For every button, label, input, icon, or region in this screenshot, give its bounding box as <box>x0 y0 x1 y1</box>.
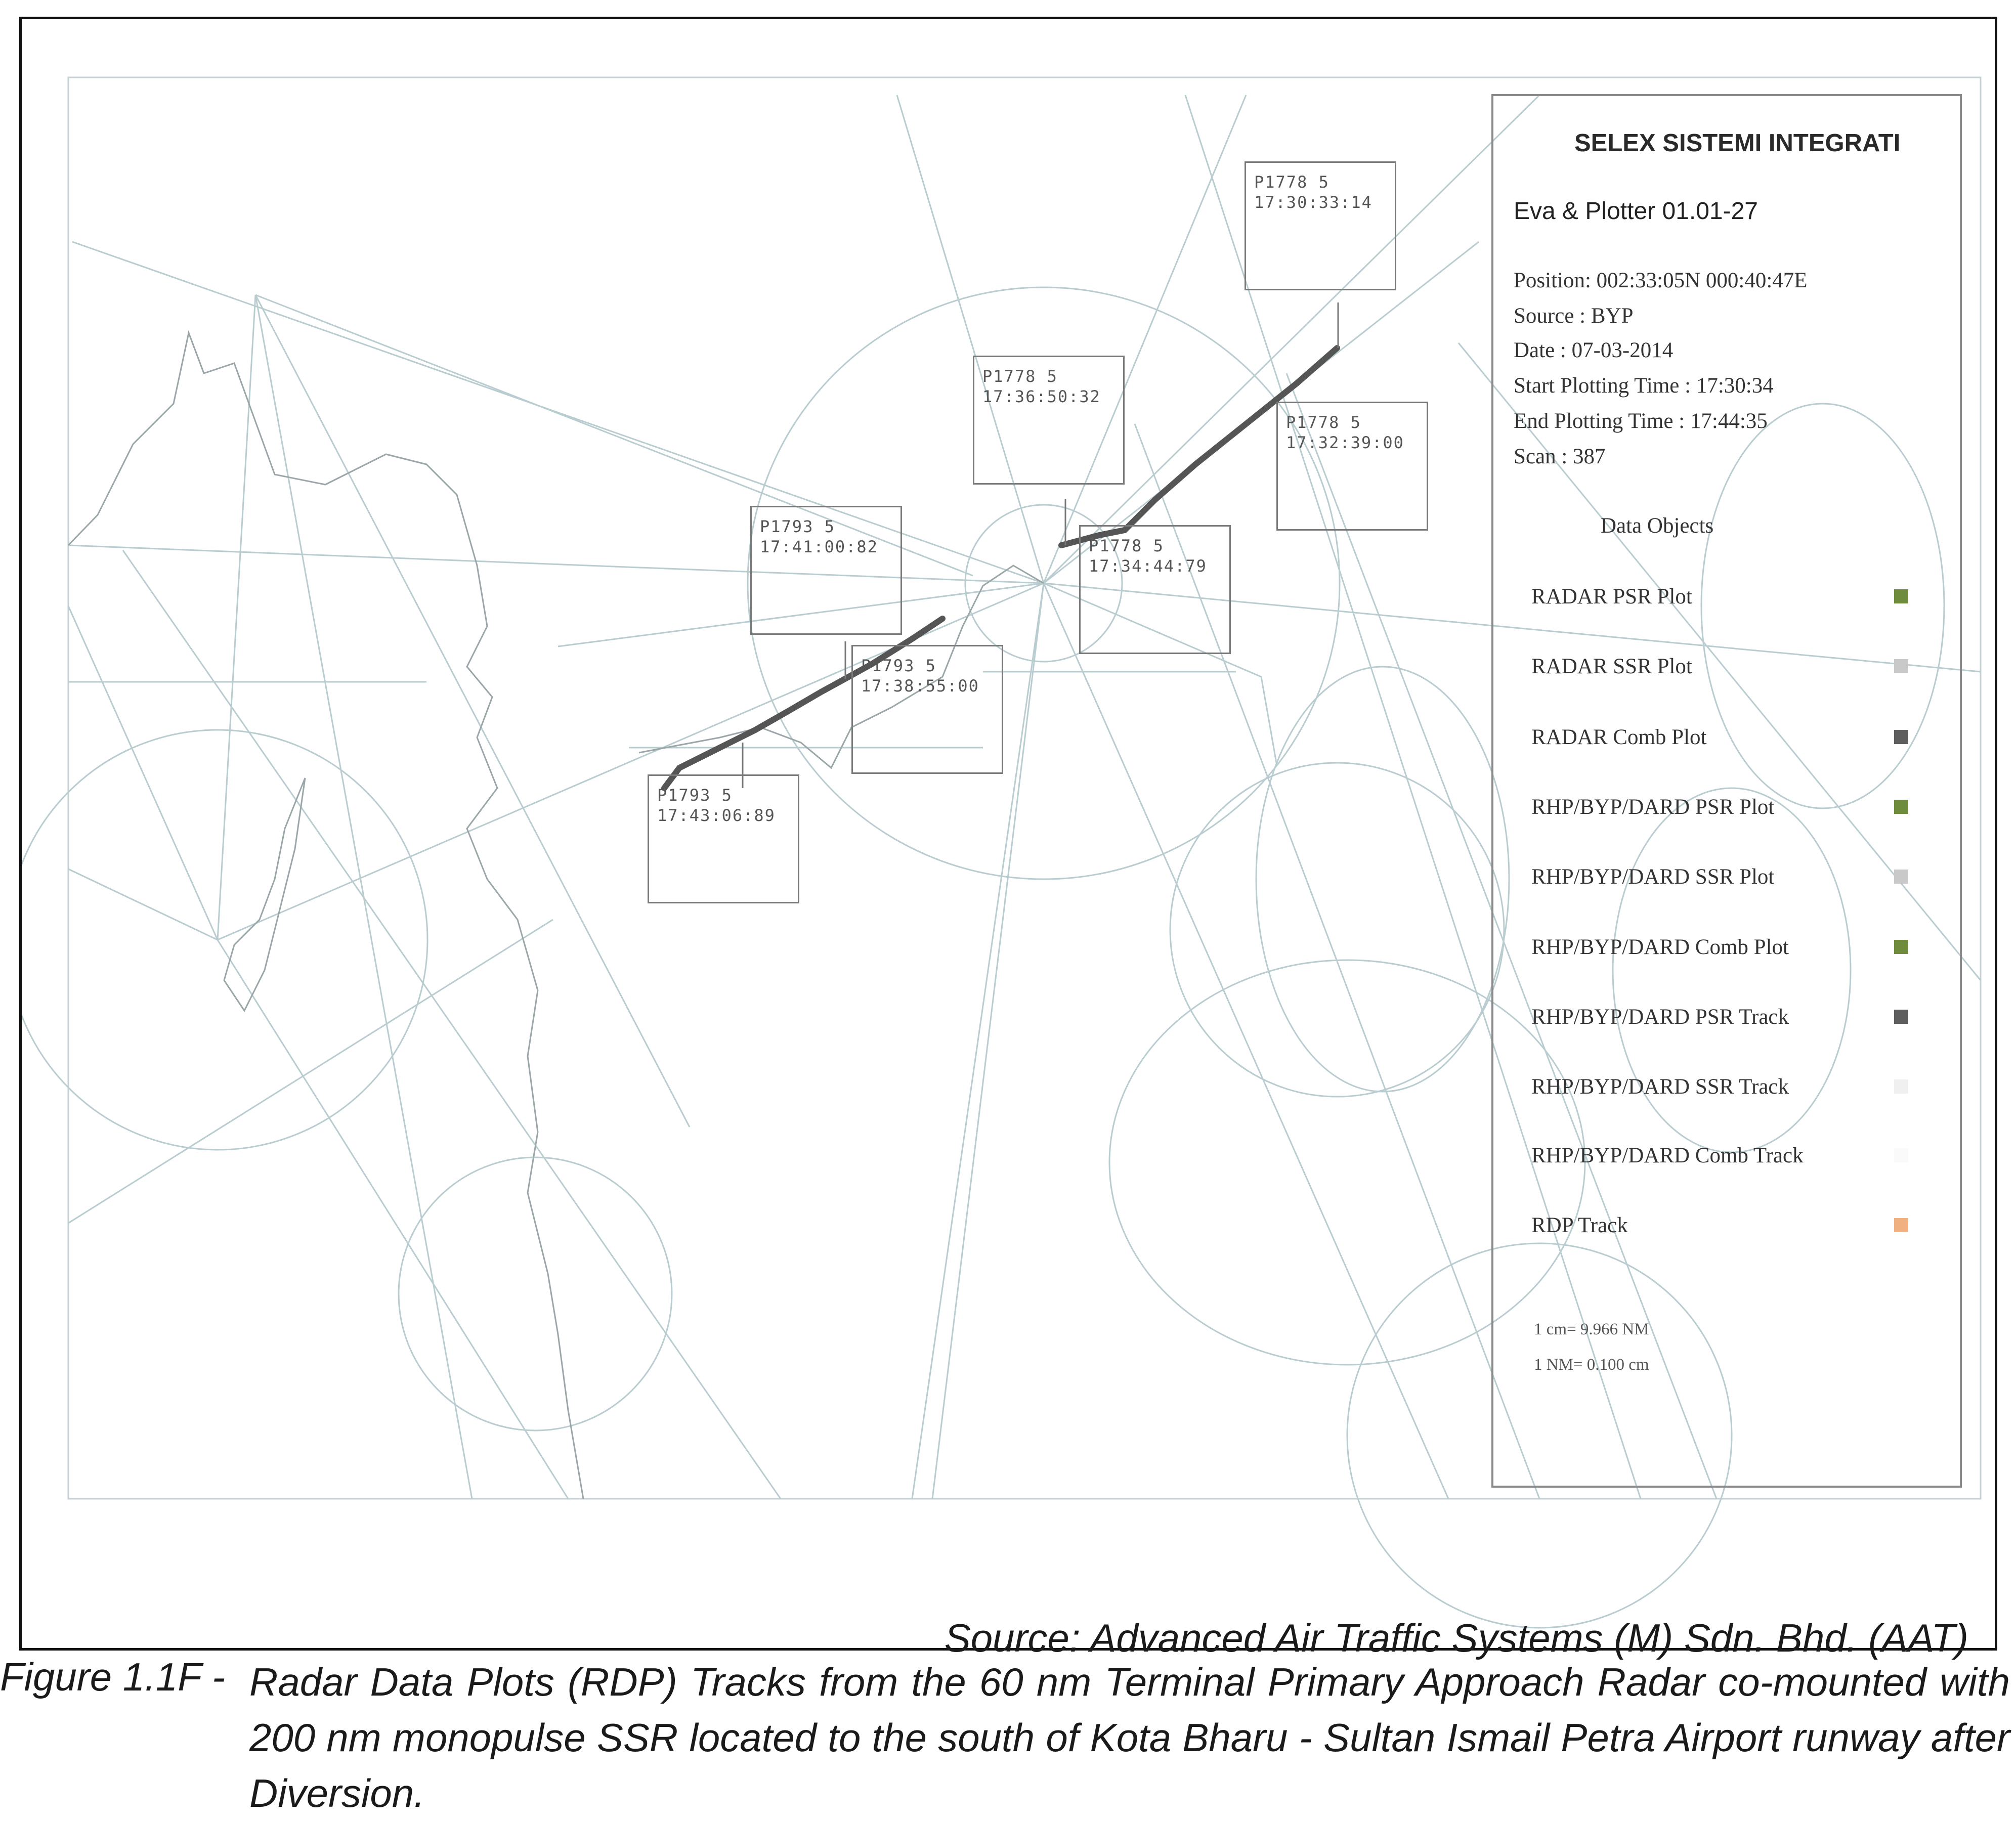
figure-caption: Radar Data Plots (RDP) Tracks from the 60 nm Terminal Primary Approach Radar co-mounted with 200 nm monopulse SSR located to the south of Kota Bharu - Sultan Ismail Petra Airport runway after Diversion. <box>249 1660 2010 1815</box>
callsign-label: P1778 5 <box>1286 413 1361 432</box>
time-label: 17:32:39:00 <box>1286 433 1404 452</box>
source-credit: Source: Advanced Air Traffic Systems (M) Sdn. Bhd. (AAT) <box>944 1616 1968 1660</box>
position-text: Position: 002:33:05N 000:40:47E <box>1514 269 1808 292</box>
time-label: 17:34:44:79 <box>1089 556 1207 576</box>
data-block-p1793-2 <box>851 645 1003 774</box>
legend-item-rdp-track: RDP Track <box>1531 1213 1628 1237</box>
source-text: Source : BYP <box>1514 304 1634 328</box>
legend-item-rhp-comb-track: RHP/BYP/DARD Comb Track <box>1531 1144 1804 1167</box>
data-objects-heading: Data Objects <box>1601 514 1714 538</box>
legend-item-rhp-ssr-plot: RHP/BYP/DARD SSR Plot <box>1531 865 1775 889</box>
data-block-p1793-1 <box>750 506 902 635</box>
scan-text: Scan : 387 <box>1514 445 1606 468</box>
coastline-west <box>224 778 305 1011</box>
legend-swatch <box>1894 800 1908 814</box>
figure-frame <box>19 17 1997 1660</box>
callsign-label: P1778 5 <box>1254 172 1329 192</box>
legend-item-rhp-ssr-track: RHP/BYP/DARD SSR Track <box>1531 1075 1789 1099</box>
legend-swatch <box>1894 870 1908 884</box>
time-label: 17:30:33:14 <box>1254 193 1372 212</box>
callsign-label: P1778 5 <box>1089 536 1164 555</box>
legend-swatch <box>1894 659 1908 673</box>
scale-cm-text: 1 cm= 9.966 NM <box>1534 1320 1649 1338</box>
legend-swatch <box>1894 1010 1908 1024</box>
time-label: 17:38:55:00 <box>861 676 979 696</box>
legend-swatch <box>1894 589 1908 603</box>
callsign-label: P1793 5 <box>861 656 936 675</box>
scale-nm-text: 1 NM= 0.100 cm <box>1534 1356 1649 1374</box>
legend-item-radar-comb-plot: RADAR Comb Plot <box>1531 725 1707 749</box>
legend-swatch <box>1894 940 1908 954</box>
legend-swatch <box>1894 1079 1908 1094</box>
company-name: SELEX SISTEMI INTEGRATI <box>1574 129 1901 157</box>
legend-item-radar-psr-plot: RADAR PSR Plot <box>1531 585 1692 609</box>
time-label: 17:41:00:82 <box>760 537 878 556</box>
data-block-p1778-1 <box>1245 161 1396 290</box>
legend-swatch <box>1894 730 1908 744</box>
data-block-p1793-3 <box>648 774 799 903</box>
start-time-text: Start Plotting Time : 17:30:34 <box>1514 374 1774 398</box>
coastline <box>68 333 583 1499</box>
figure-number: Figure 1.1F - <box>0 1655 226 1699</box>
legend-item-radar-ssr-plot: RADAR SSR Plot <box>1531 655 1692 678</box>
date-text: Date : 07-03-2014 <box>1514 338 1674 362</box>
callsign-label: P1793 5 <box>760 517 835 536</box>
data-block-p1778-3 <box>1276 402 1428 531</box>
legend-panel <box>1491 94 1962 1488</box>
legend-item-rhp-psr-plot: RHP/BYP/DARD PSR Plot <box>1531 795 1775 819</box>
time-label: 17:43:06:89 <box>657 806 776 825</box>
software-version: Eva & Plotter 01.01-27 <box>1514 198 1758 225</box>
legend-swatch <box>1894 1218 1908 1232</box>
legend-item-rhp-psr-track: RHP/BYP/DARD PSR Track <box>1531 1005 1789 1029</box>
data-block-p1778-2 <box>973 356 1125 485</box>
legend-swatch <box>1894 1148 1908 1162</box>
legend-item-rhp-comb-plot: RHP/BYP/DARD Comb Plot <box>1531 935 1789 959</box>
data-block-p1778-4 <box>1079 525 1231 654</box>
time-label: 17:36:50:32 <box>982 387 1101 406</box>
callsign-label: P1793 5 <box>657 786 733 805</box>
callsign-label: P1778 5 <box>982 367 1058 386</box>
end-time-text: End Plotting Time : 17:44:35 <box>1514 409 1768 433</box>
